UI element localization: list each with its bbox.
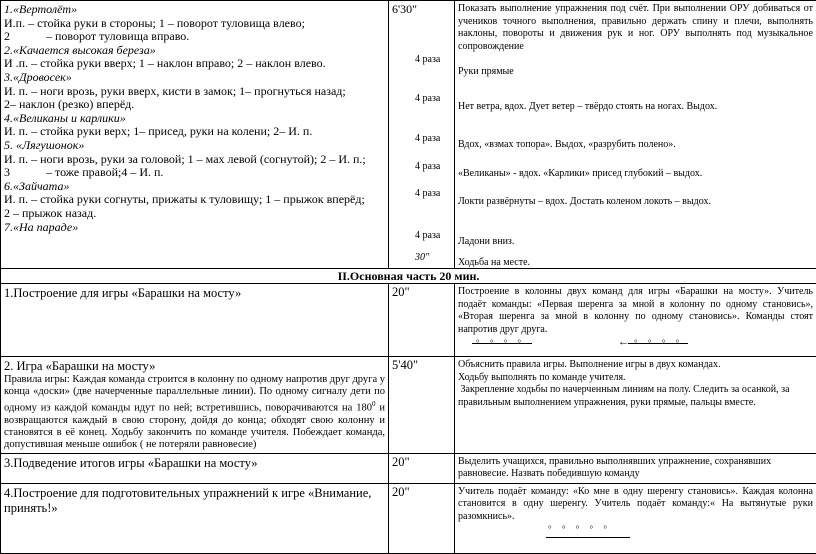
- notes-cell: [455, 483, 816, 553]
- time-cell: [389, 357, 455, 454]
- notes-line: Ходьбу выполнять по команде учителя.: [458, 372, 813, 385]
- activity-row-2: [1, 357, 816, 454]
- exercise-title: 7.«На параде»: [4, 221, 385, 235]
- exercise-line: И .п. – стойка руки вверх; 1 – наклон вправо; 2 – наклон влево.: [4, 57, 385, 71]
- dosage-rep: 4 раза: [415, 133, 440, 146]
- note-2: Нет ветра, вдох. Дует ветер – твёрдо стоять на ногах. Выдох.: [458, 101, 717, 114]
- exercise-line: И.п. – стойка руки в стороны; 1 – поворот туловища влево;: [4, 17, 385, 31]
- exercise-6: [4, 180, 385, 221]
- activity-cell: [1, 357, 389, 454]
- arrow-left-icon: ←: [618, 336, 629, 349]
- notes-cell: [455, 284, 816, 357]
- exercise-line: И. п. – ноги врозь, руки за головой; 1 – мах левой (согнутой); 2 – И. п.;: [4, 153, 385, 167]
- activity-title: 1.Построение для игры «Барашки на мосту»: [4, 286, 241, 300]
- formation-diagram: [458, 340, 813, 350]
- notes-line: Закрепление ходьбы по начерченным линиям на полу. Следить за осанкой, за правильным выполнением упражнения, руки прямые, пальцы вместе.: [458, 384, 813, 409]
- exercise-line: 2– наклон (резко) вперёд.: [4, 98, 385, 112]
- game-rules: [4, 374, 385, 451]
- exercise-5: [4, 139, 385, 180]
- section-2-row: [1, 269, 816, 284]
- note-4: «Великаны» - вдох. «Карлики» присед глубокий – выдох.: [458, 168, 702, 181]
- activity-cell: [1, 284, 389, 357]
- dots-line: ° ° ° ° °: [548, 524, 611, 534]
- exercise-line: 2 – поворот туловища вправо.: [4, 30, 385, 44]
- exercise-line: И. п. – стойка руки согнуты, прижаты к туловищу; 1 – прыжок вперёд;: [4, 193, 385, 207]
- exercise-1: [4, 3, 385, 44]
- activity-time: 20": [392, 485, 410, 499]
- activity-time: 20": [392, 285, 410, 299]
- activity-notes: Учитель подаёт команду: «Ко мне в одну шеренгу становись». Каждая колонна становится в одну шеренгу. Учитель подаёт команду:« На вытянутые руки разомкнись».: [458, 486, 813, 524]
- activity-row-3: [1, 453, 816, 483]
- exercise-line: 2 – прыжок назад.: [4, 207, 385, 221]
- rules-degree: 0: [372, 400, 376, 408]
- line-underline: [546, 537, 630, 538]
- exercise-title: 2.«Качается высокая береза»: [4, 44, 385, 58]
- dosage-rep: 4 раза: [415, 54, 440, 67]
- notes-cell: [455, 453, 816, 483]
- activity-title: 3.Подведение итогов игры «Барашки на мосту»: [4, 456, 258, 470]
- exercise-line: И. п. – стойка руки верх; 1– присед, руки на колени; 2– И. п.: [4, 125, 385, 139]
- warmup-notes-cell: [455, 1, 816, 269]
- exercise-7: [4, 221, 385, 235]
- exercise-2: [4, 44, 385, 71]
- dosage-rep: 4 раза: [415, 93, 440, 106]
- note-3: Вдох, «взмах топора». Выдох, «разрубить полено».: [458, 139, 676, 152]
- notes-line: Объяснить правила игры. Выполнение игры в двух командах.: [458, 359, 813, 372]
- rules-text: Правила игры: Каждая команда строится в колонну по одному напротив друг друга у конца «доски» (две начерченные параллельные линии). По одному сигналу дети по одному из каждой команды идут по ней; встретившись, поворачиваются на 180: [4, 374, 385, 414]
- warmup-exercises-cell: [1, 1, 389, 269]
- dosage-rep: 4 раза: [415, 161, 440, 174]
- note-6: Ладони вниз.: [458, 236, 514, 249]
- time-cell: [389, 284, 455, 357]
- time-cell: [389, 453, 455, 483]
- exercise-4: [4, 112, 385, 139]
- warmup-row: [1, 1, 816, 269]
- section-2-title: II.Основная часть 20 мин.: [1, 269, 816, 284]
- time-cell: [389, 483, 455, 553]
- dots-left: ° ° ° °: [476, 338, 525, 348]
- exercise-3: [4, 71, 385, 112]
- exercise-title: 6.«Зайчата»: [4, 180, 385, 194]
- activity-notes: Построение в колонны двух команд для игры «Барашки на мосту». Учитель подаёт команды: «Первая шеренга за мной в колонну по одному становись», «Вторая шеренга за мной в колонну по одному становись». Команды стоят напротив друг друга.: [458, 286, 813, 336]
- activity-notes: Выделить учащихся, правильно выполнявших упражнение, сохранявших равновесие. Назвать победившую команду: [458, 456, 813, 481]
- dots-right: ° ° ° °: [634, 338, 683, 348]
- activity-time: 5'40": [392, 358, 418, 372]
- notes-cell: [455, 357, 816, 454]
- activity-title: 2. Игра «Барашки на мосту»: [4, 359, 385, 374]
- activity-row-1: [1, 284, 816, 357]
- exercise-line: И. п. – ноги врозь, руки вверх, кисти в замок; 1– прогнуться назад;: [4, 85, 385, 99]
- line-diagram: [458, 526, 813, 540]
- activity-cell: [1, 483, 389, 553]
- exercise-line: 3 – тоже правой;4 – И. п.: [4, 166, 385, 180]
- dosage-rep: 4 раза: [415, 188, 440, 201]
- activity-title: 4.Построение для подготовительных упражнений к игре «Внимание, принять!»: [4, 486, 371, 515]
- notes-intro: Показать выполнение упражнения под счёт. При выполнении ОРУ добиваться от учеников точного выполнения, правильно держать спину и плечи, выполнять наклоны, повороты и движения рук и ног. ОРУ выполнять под музыкальное сопровождение: [458, 3, 813, 53]
- activity-row-4: [1, 483, 816, 553]
- warmup-dosage-cell: [389, 1, 455, 269]
- exercise-title: 4.«Великаны и карлики»: [4, 112, 385, 126]
- note-7: Ходьба на месте.: [458, 257, 530, 270]
- dosage-total: 6'30": [392, 3, 451, 16]
- activity-cell: [1, 453, 389, 483]
- exercise-title: 1.«Вертолёт»: [4, 3, 385, 17]
- exercise-title: 3.«Дровосек»: [4, 71, 385, 85]
- note-5: Локти развёрнуты – вдох. Достать коленом локоть – выдох.: [458, 196, 711, 209]
- note-1: Руки прямые: [458, 66, 514, 79]
- dosage-last: 30": [415, 252, 429, 265]
- activity-time: 20": [392, 455, 410, 469]
- rules-text-end: и возвращаются каждый в свою сторону, дойдя до конца; обходят свою колонну и становятся в её конец. Ходьбу закончить по команде учителя. Побеждает команда, допустившая меньше ошибок ( не потеряли равновесие): [4, 403, 385, 450]
- exercise-title: 5. «Лягушонок»: [4, 139, 385, 153]
- dosage-rep: 4 раза: [415, 230, 440, 243]
